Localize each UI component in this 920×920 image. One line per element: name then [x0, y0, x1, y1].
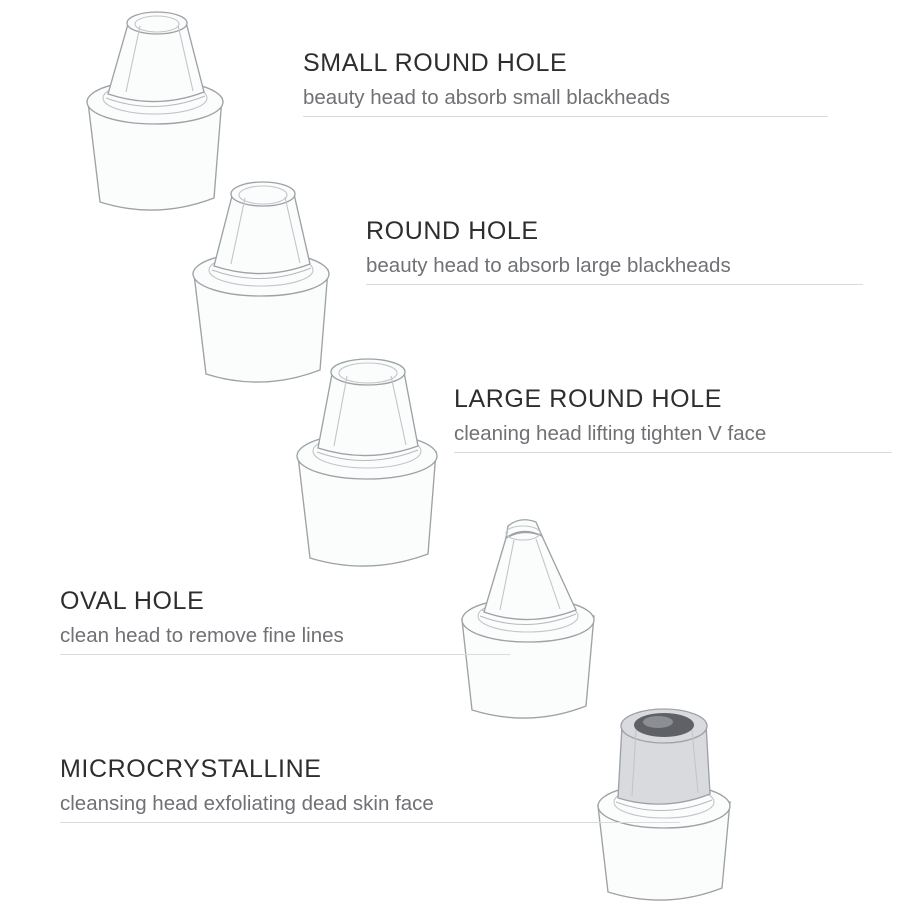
label-subtitle: cleaning head lifting tighten V face — [454, 421, 767, 445]
label-subtitle: cleansing head exfoliating dead skin face — [60, 791, 434, 815]
label-title: OVAL HOLE — [60, 587, 205, 615]
label-title: LARGE ROUND HOLE — [454, 385, 722, 413]
label-underline — [454, 452, 892, 453]
label-underline — [366, 284, 863, 285]
label-subtitle: clean head to remove fine lines — [60, 623, 344, 647]
label-oval-hole — [60, 588, 510, 655]
label-title: SMALL ROUND HOLE — [303, 49, 568, 77]
label-small-round-hole — [303, 50, 828, 117]
label-underline — [60, 822, 680, 823]
label-title: MICROCRYSTALLINE — [60, 755, 322, 783]
label-underline — [60, 654, 510, 655]
label-round-hole — [366, 218, 863, 285]
label-microcrystalline — [60, 756, 680, 823]
label-subtitle: beauty head to absorb small blackheads — [303, 85, 670, 109]
label-underline — [303, 116, 828, 117]
label-title: ROUND HOLE — [366, 217, 539, 245]
label-subtitle: beauty head to absorb large blackheads — [366, 253, 731, 277]
label-large-round-hole — [454, 386, 892, 453]
